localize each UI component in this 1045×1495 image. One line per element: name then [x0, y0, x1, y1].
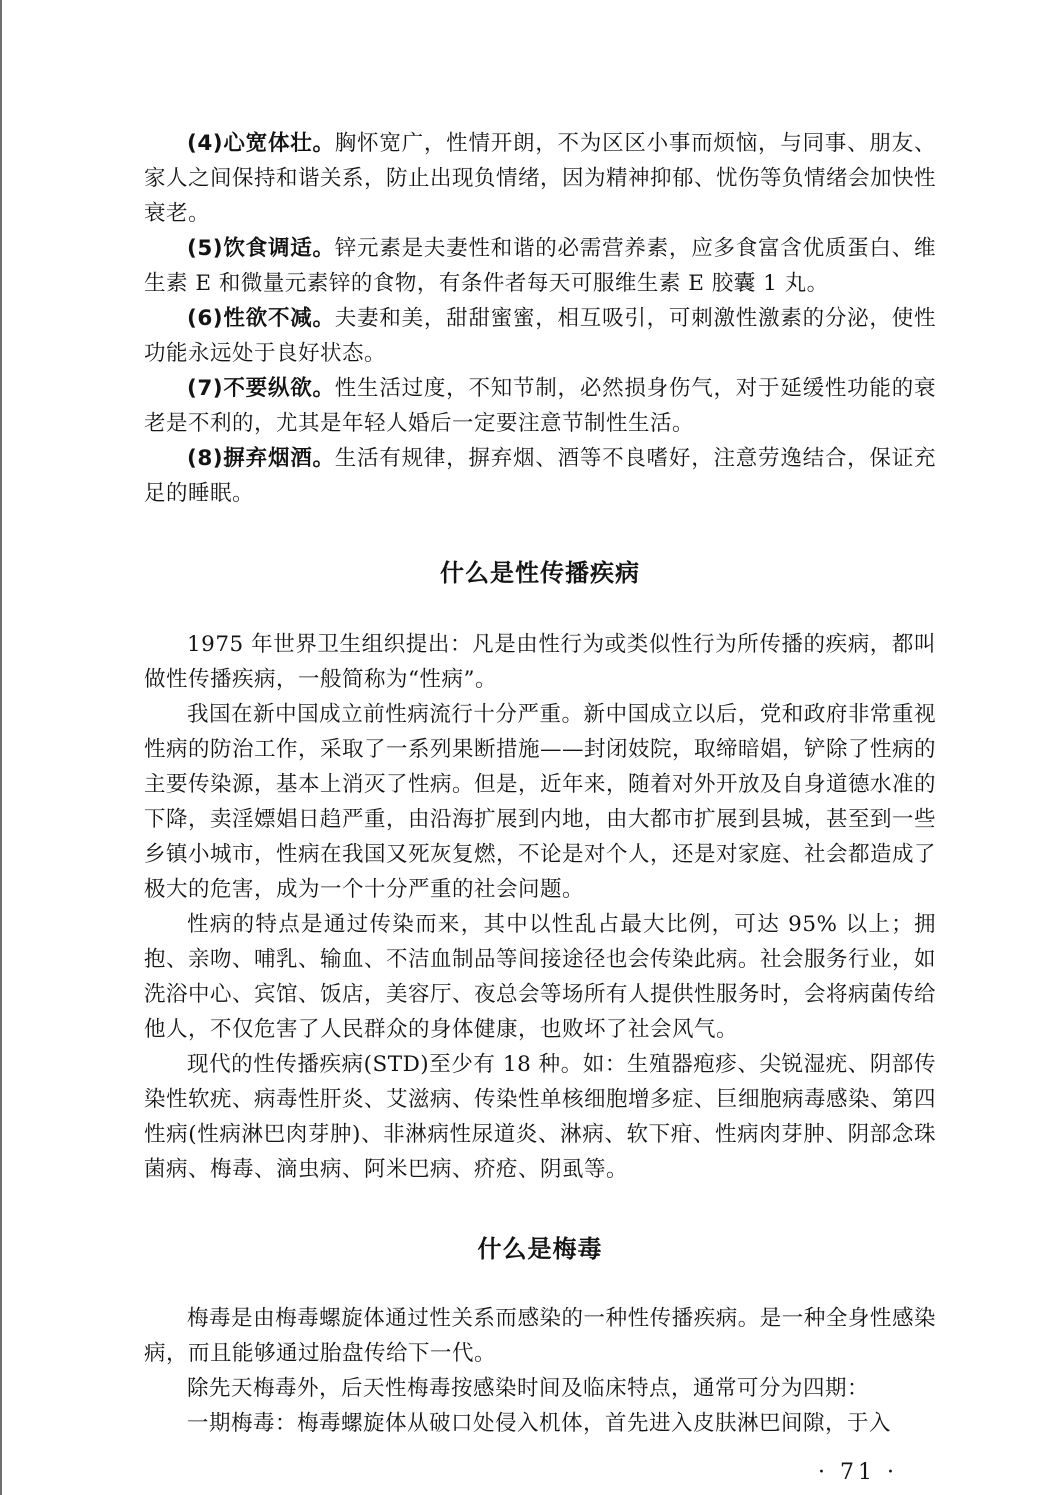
intro-paragraph-lead: (4)心宽体壮。: [187, 131, 335, 156]
intro-paragraph-lead: (8)摒弃烟酒。: [187, 446, 335, 471]
std-paragraph: 性病的特点是通过传染而来，其中以性乱占最大比例，可达 95% 以上；拥抱、亲吻、哺乳、输血、不洁血制品等间接途径也会传染此病。社会服务行业，如洗浴中心、宾馆、饭店，美容厅、夜总会等场所有人提供性服务时，会将病菌传给他人，不仅危害了人民群众的身体健康，也败坏了社会风气。: [144, 912, 937, 1042]
book-page: [144, 126, 936, 1441]
intro-paragraph-lead: (6)性欲不减。: [187, 306, 335, 331]
scan-edge-line: [0, 0, 2, 1495]
std-paragraph: 1975 年世界卫生组织提出：凡是由性行为或类似性行为所传播的疾病，都叫做性传播疾病，一般简称为“性病”。: [144, 632, 936, 692]
intro-paragraph-lead: (7)不要纵欲。: [187, 376, 335, 401]
syphilis-paragraph: 一期梅毒：梅毒螺旋体从破口处侵入机体，首先进入皮肤淋巴间隙，于入: [187, 1411, 892, 1436]
intro-paragraph-6: [144, 301, 936, 371]
intro-paragraph-4: [144, 126, 936, 231]
intro-paragraph-lead: (5)饮食调适。: [187, 236, 335, 261]
intro-paragraph-5: [144, 231, 936, 301]
section-title-syphilis: 什么是梅毒: [477, 1235, 603, 1263]
intro-paragraph-7: [144, 371, 936, 441]
intro-paragraph-text: 夫妻和美，甜甜蜜蜜，相互吸引，可刺激性激素的分泌，使性功能永远处于良好状态。: [144, 306, 936, 366]
section-title-std: 什么是性传播疾病: [440, 559, 640, 587]
intro-paragraph-text: 性生活过度，不知节制，必然损身伤气，对于延缓性功能的衰老是不利的，尤其是年轻人婚后一定要注意节制性生活。: [144, 376, 936, 436]
intro-paragraph-8: [144, 441, 936, 511]
syphilis-paragraph: 梅毒是由梅毒螺旋体通过性关系而感染的一种性传播疾病。是一种全身性感染病，而且能够通过胎盘传给下一代。: [144, 1306, 936, 1366]
intro-paragraph-text: 胸怀宽广，性情开朗，不为区区小事而烦恼，与同事、朋友、家人之间保持和谐关系，防止出现负情绪，因为精神抑郁、忧伤等负情绪会加快性衰老。: [144, 131, 937, 226]
std-paragraph: 我国在新中国成立前性病流行十分严重。新中国成立以后，党和政府非常重视性病的防治工作，采取了一系列果断措施——封闭妓院，取缔暗娼，铲除了性病的主要传染源，基本上消灭了性病。但是，近年来，随着对外开放及自身道德水准的下降，卖淫嫖娼日趋严重，由沿海扩展到内地，由大都市扩展到县城，甚至到一些乡镇小城市，性病在我国又死灰复燃，不论是对个人，还是对家庭、社会都造成了极大的危害，成为一个十分严重的社会问题。: [144, 702, 937, 902]
syphilis-paragraph: 除先天梅毒外，后天性梅毒按感染时间及临床特点，通常可分为四期：: [187, 1376, 870, 1401]
std-paragraph: 现代的性传播疾病(STD)至少有 18 种。如：生殖器疱疹、尖锐湿疣、阴部传染性软疣、病毒性肝炎、艾滋病、传染性单核细胞增多症、巨细胞病毒感染、第四性病(性病淋巴肉芽肿)、非淋病性尿道炎、淋病、软下疳、性病肉芽肿、阴部念珠菌病、梅毒、滴虫病、阿米巴病、疥疮、阴虱等。: [144, 1052, 937, 1182]
intro-paragraph-text: 锌元素是夫妻性和谐的必需营养素，应多食富含优质蛋白、维生素 E 和微量元素锌的食物，有条件者每天可服维生素 E 胶囊 1 丸。: [144, 236, 936, 296]
page-number: · 71 ·: [818, 1460, 898, 1485]
intro-paragraph-text: 生活有规律，摒弃烟、酒等不良嗜好，注意劳逸结合，保证充足的睡眠。: [144, 446, 936, 506]
